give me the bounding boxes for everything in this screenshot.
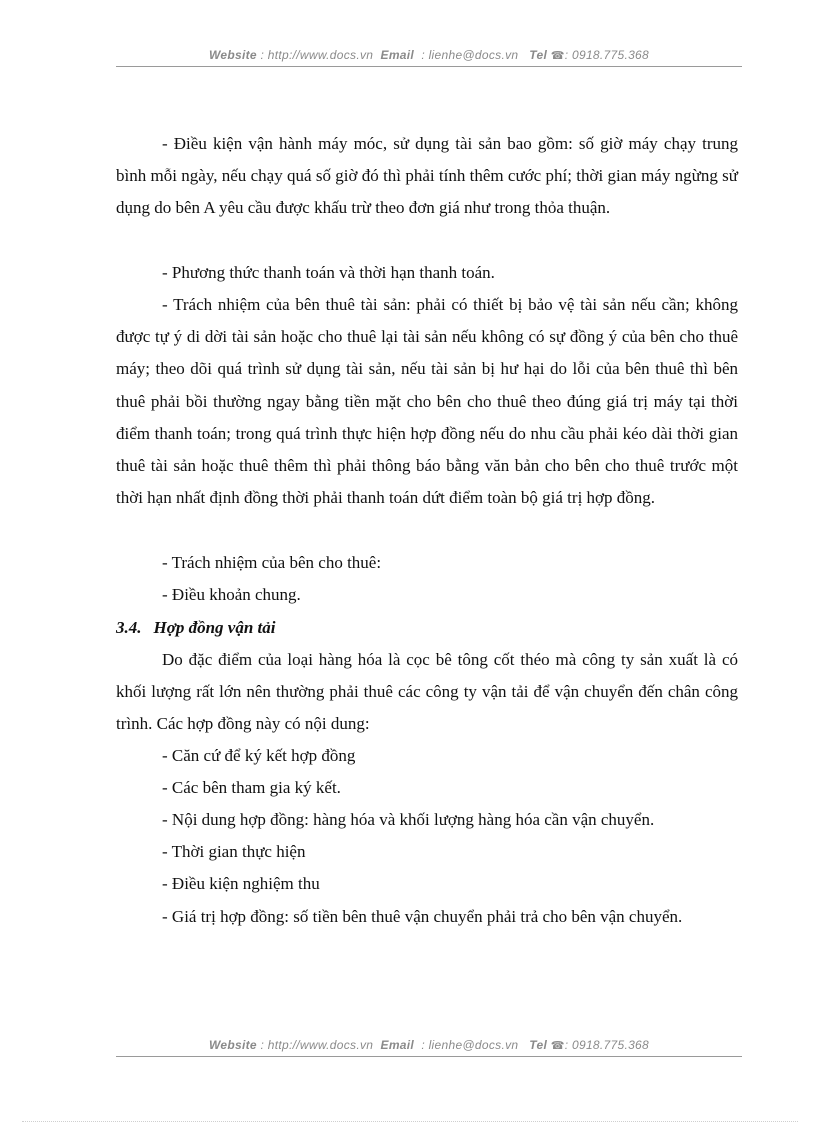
list-item: - Các bên tham gia ký kết. — [162, 778, 341, 797]
footer-website-url[interactable]: : http://www.docs.vn — [260, 1038, 374, 1052]
page-footer — [116, 1038, 742, 1052]
section-title: Hợp đồng vận tải — [153, 618, 276, 637]
page-edge-divider — [22, 1121, 798, 1122]
header-email-label: Email — [380, 48, 415, 62]
paragraph-payment-method: - Phương thức thanh toán và thời hạn thanh toán. — [162, 263, 495, 282]
page-header — [116, 48, 742, 62]
footer-website-label: Website — [208, 1038, 257, 1052]
list-item: - Nội dung hợp đồng: hàng hóa và khối lượng hàng hóa cần vận chuyển. — [162, 810, 655, 829]
paragraph-lessee-responsibility: - Trách nhiệm của bên thuê tài sản: phải có thiết bị bảo vệ tài sản nếu cần; không được tự ý di dời tài sản hoặc cho thuê lại tài sản nếu không có sự đồng ý của bên cho thuê máy; theo dõi quá trình sử dụng tài sản, nếu tài sản bị hư hại do lỗi của bên thuê thì bên thuê phải bồi thường ngay bằng tiền mặt cho bên cho thuê theo đúng giá trị máy tại thời điểm thanh toán; trong quá trình thực hiện hợp đồng nếu do nhu cầu phải kéo dài thời gian thuê tài sản hoặc thuê thêm thì phải thông báo bằng văn bản cho bên cho thuê trước một thời hạn nhất định đồng thời phải thanh toán dứt điểm toàn bộ giá trị hợp đồng. — [116, 295, 738, 508]
header-website-label: Website — [208, 48, 257, 62]
header-email-value[interactable]: : lienhe@docs.vn — [421, 48, 519, 62]
header-tel-value: : 0918.775.368 — [564, 48, 650, 62]
footer-email-value[interactable]: : lienhe@docs.vn — [421, 1038, 519, 1052]
section-heading — [116, 612, 276, 644]
header-website-url[interactable]: : http://www.docs.vn — [260, 48, 374, 62]
paragraph-general-terms: - Điều khoản chung. — [162, 585, 301, 604]
list-item: - Giá trị hợp đồng: số tiền bên thuê vận chuyển phải trả cho bên vận chuyển. — [162, 907, 683, 926]
footer-tel-label: Tel — [529, 1038, 548, 1052]
footer-rule — [116, 1056, 742, 1057]
list-item: - Căn cứ để ký kết hợp đồng — [162, 746, 356, 765]
list-item: - Điều kiện nghiệm thu — [162, 874, 320, 893]
footer-tel-value: : 0918.775.368 — [564, 1038, 650, 1052]
header-tel-label: Tel — [529, 48, 548, 62]
footer-email-label: Email — [380, 1038, 415, 1052]
header-rule — [116, 66, 742, 67]
paragraph-transport-intro: Do đặc điểm của loại hàng hóa là cọc bê tông cốt théo mà công ty sản xuất là có khối lượng rất lớn nên thường phải thuê các công ty vận tải để vận chuyển đến chân công trình. Các hợp đồng này có nội dung: — [116, 650, 738, 734]
phone-icon: ☎ — [550, 50, 565, 62]
paragraph-lessor-responsibility: - Trách nhiệm của bên cho thuê: — [162, 553, 382, 572]
section-number: 3.4. — [116, 618, 142, 637]
list-item: - Thời gian thực hiện — [162, 842, 306, 861]
paragraph-operating-conditions: - Điều kiện vận hành máy móc, sử dụng tài sản bao gồm: số giờ máy chạy trung bình mỗi ngày, nếu chạy quá số giờ đó thì phải tính thêm cước phí; thời gian máy ngừng sử dụng do bên A yêu cầu được khấu trừ theo đơn giá như trong thỏa thuận. — [116, 134, 738, 218]
phone-icon: ☎ — [550, 1040, 565, 1052]
